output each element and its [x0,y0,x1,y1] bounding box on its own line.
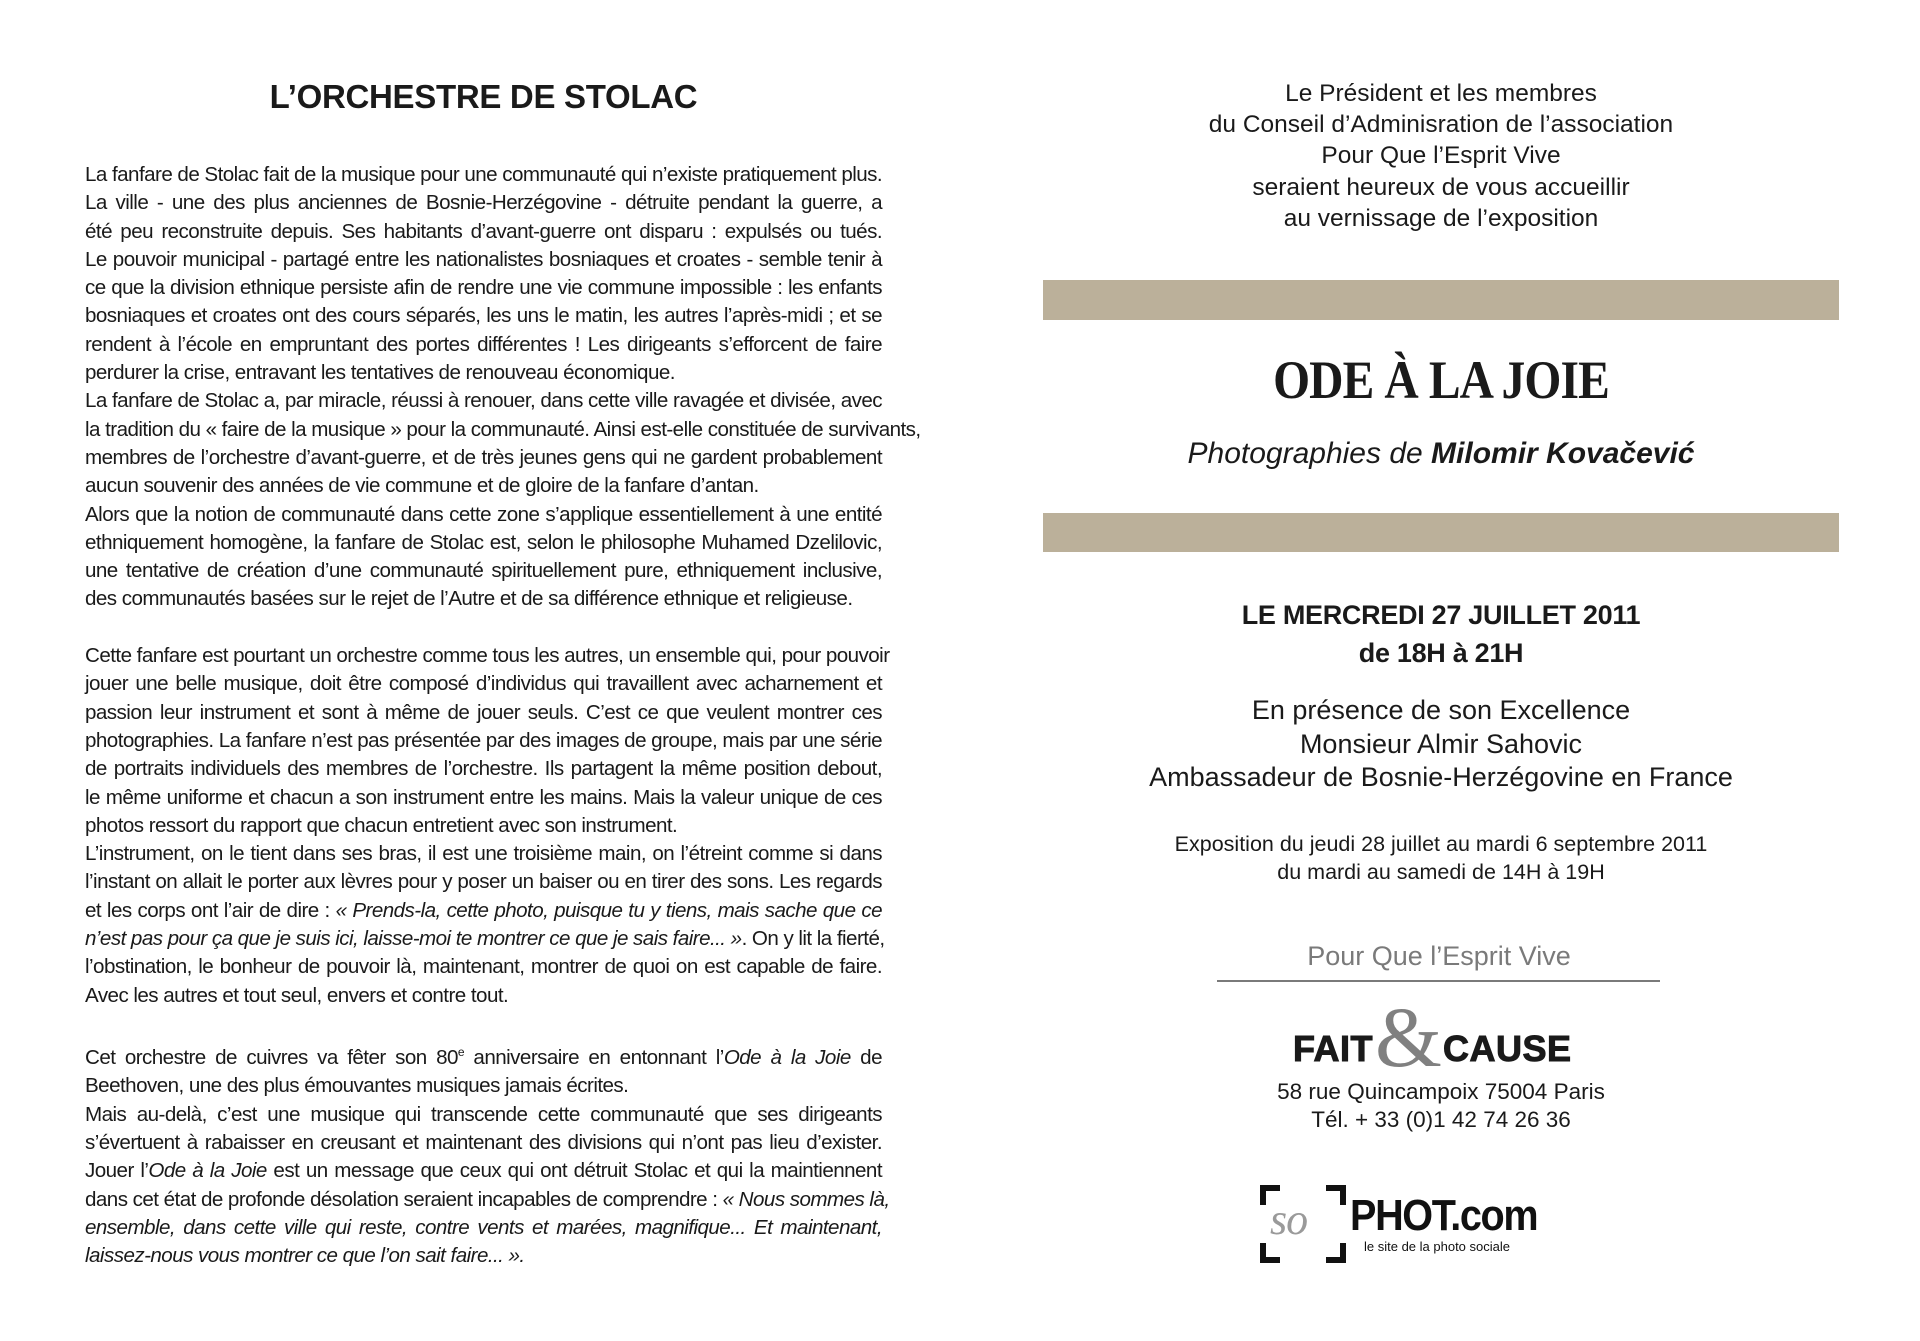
text-line: La fanfare de Stolac fait de la musique pour une communauté qui n’existe pratiquement plus. [85,163,883,186]
article-paragraph [85,840,885,1010]
invitation-line: du Conseil d’Adminisration de l’association [1208,111,1674,139]
text-line: La fanfare de Stolac a, par miracle, réussi à renouer, dans cette ville ravagée et divisée, avec [85,389,882,413]
text-line: bosniaques et croates ont des cours séparés, les uns le matin, les autres l’après-midi ; et se [85,304,882,328]
text-line: Alors que la notion de communauté dans cette zone s’applique essentiellement à une entité [85,502,882,526]
text-line: des communautés basées sur le rejet de l’Autre et de sa différence ethnique et religieuse. [85,587,853,611]
invitation-line: Pour Que l’Esprit Vive [1321,142,1561,170]
phone-line: Tél. + 33 (0)1 42 74 26 36 [1311,1107,1571,1132]
viewfinder-corner-icon [1326,1243,1346,1263]
address-line: 58 rue Quincampoix 75004 Paris [1277,1079,1605,1104]
association-name: Pour Que l’Esprit Vive [1307,941,1571,971]
invitation-line: Le Président et les membres [1285,80,1597,107]
article-paragraph [85,387,921,500]
text-line: s’évertuent à rabaisser en creusant et maintenant des divisions qui n’ont pas lieu d’exister. [85,1130,882,1154]
article-body [85,161,921,1270]
text-line: La ville - une des plus anciennes de Bosnie-Herzégovine - détruite pendant la guerre, a [85,191,882,215]
article-paragraph [85,1101,890,1271]
article-paragraph [85,161,882,387]
event-date [1043,596,1839,672]
guest-line: En présence de son Excellence [1251,695,1631,725]
ampersand-icon: & [1375,989,1442,1085]
text-line: été peu reconstruite depuis. Ses habitants d’avant-guerre ont disparu : expulsés ou tués. [85,219,882,243]
text-line: rendent à l’école en empruntant des portes différentes ! Les dirigeants s’efforcent de faire [85,332,882,356]
text-line: perdurer la crise, entravant les tentatives de renouveau économique. [85,361,675,385]
text-line: et les corps ont l’air de dire : « Prends-la, cette photo, puisque tu y tiens, mais sache que ce [85,898,882,922]
text-line: l’obstination, le bonheur de pouvoir là, maintenant, montrer de quoi on est capable de faire. [85,955,882,979]
article-paragraph [85,501,882,614]
text-line: le même uniforme et chacun a son instrument entre les mains. Mais la valeur unique de ces [85,785,882,809]
text-line: photos ressort du rapport que chacun entretient avec son instrument. [85,813,678,837]
viewfinder-corner-icon [1260,1243,1280,1263]
invitation-line: seraient heureux de vous accueillir [1252,173,1630,201]
divider [1217,980,1660,982]
invitation-text [1043,78,1839,234]
exhibition-title: ODE À LA JOIE [1273,350,1609,410]
text-line: ensemble, dans cette ville qui reste, contre vents et marées, magnifique... Et maintenant, [85,1215,882,1239]
text-line: jouer une belle musique, doit être composé d’individus qui travaillent avec acharnement et [85,672,882,696]
logo-phot: PHOT.com [1350,1191,1538,1240]
date-line: LE MERCREDI 27 JUILLET 2011 [1241,600,1641,630]
time-line: de 18H à 21H [1358,638,1524,668]
text-line: dans cet état de profonde désolation seraient incapables de comprendre : « Nous sommes là, [85,1187,890,1211]
guest-line: Ambassadeur de Bosnie-Herzégovine en France [1149,762,1733,792]
exhibition-subtitle [1043,436,1839,472]
dates-line: Exposition du jeudi 28 juillet au mardi 6 septembre 2011 [1174,832,1708,856]
photographer-name: Milomir Kovačević [1431,437,1695,470]
text-line: de portraits individuels des membres de l’orchestre. Ils partagent la même position debout, [85,757,882,781]
article-paragraph [85,1038,882,1100]
guest-of-honor [1043,694,1839,795]
text-line: Cet orchestre de cuivres va fêter son 80e anniversaire en entonnant l’Ode à la Joie de [85,1045,882,1070]
guest-line: Monsieur Almir Sahovic [1299,728,1583,759]
logo-so: so [1270,1195,1308,1244]
venue-address [1043,1078,1839,1134]
decorative-bar-bottom [1043,513,1839,552]
text-line: Beethoven, une des plus émouvantes musiques jamais écrites. [85,1074,629,1098]
text-line: passion leur instrument et sont à même de jouer seuls. C’est ce que veulent montrer ces [85,700,882,724]
fait-et-cause-logo [1293,989,1593,1085]
text-line: aucun souvenir des années de vie commune et de gloire de la fanfare d’antan. [85,474,759,498]
exhibition-dates [1043,830,1839,886]
logo-word-fait: FAIT [1293,1028,1373,1069]
logo-word-cause: CAUSE [1443,1028,1572,1069]
right-page [960,0,1920,1341]
text-line: ethniquement homogène, la fanfare de Stolac est, selon le philosophe Muhamed Dzelilovic, [85,530,882,554]
decorative-bar-top [1043,280,1839,320]
article-paragraph [85,642,890,840]
text-line: Mais au-delà, c’est une musique qui transcende cette communauté que ses dirigeants [85,1102,882,1126]
sophot-logo [1260,1185,1560,1260]
text-line: Cette fanfare est pourtant un orchestre comme tous les autres, un ensemble qui, pour pouvoir [85,644,890,668]
article-title: L’ORCHESTRE DE STOLAC [269,78,698,115]
invitation-line: au vernissage de l’exposition [1283,204,1599,232]
text-line: la tradition du « faire de la musique » pour la communauté. Ainsi est-elle constituée de survivants, [85,417,921,441]
text-line: ce que la division ethnique persiste afin de rendre une vie commune impossible : les enfants [85,276,882,300]
text-line: photographies. La fanfare n’est pas présentée par des images de groupe, mais par une série [85,728,882,752]
subtitle-prefix: Photographies de [1187,437,1432,470]
text-line: Jouer l’Ode à la Joie est un message que ceux qui ont détruit Stolac et qui la maintiennent [85,1159,883,1183]
text-line: membres de l’orchestre d’avant-guerre, et de très jeunes gens qui ne gardent probablement [85,445,882,469]
viewfinder-corner-icon [1326,1185,1346,1205]
hours-line: du mardi au samedi de 14H à 19H [1277,860,1605,884]
text-line: une tentative de création d’une communauté spirituellement pure, ethniquement inclusive, [85,559,882,583]
logo-tagline: le site de la photo sociale [1364,1239,1510,1254]
text-line: L’instrument, on le tient dans ses bras, il est une troisième main, on l’étreint comme si dans [85,842,882,866]
text-line: n’est pas pour ça que je suis ici, laisse-moi te montrer ce que je sais faire... ». On y lit la fierté, [85,927,885,951]
text-line: l’instant on allait le porter aux lèvres pour y poser un baiser ou en tirer des sons. Les regards [85,870,882,894]
text-line: Le pouvoir municipal - partagé entre les nationalistes bosniaques et croates - semble tenir à [85,247,882,271]
text-line: Avec les autres et tout seul, envers et contre tout. [85,983,509,1007]
text-line: laissez-nous vous montrer ce que l’on sait faire... ». [85,1244,525,1268]
